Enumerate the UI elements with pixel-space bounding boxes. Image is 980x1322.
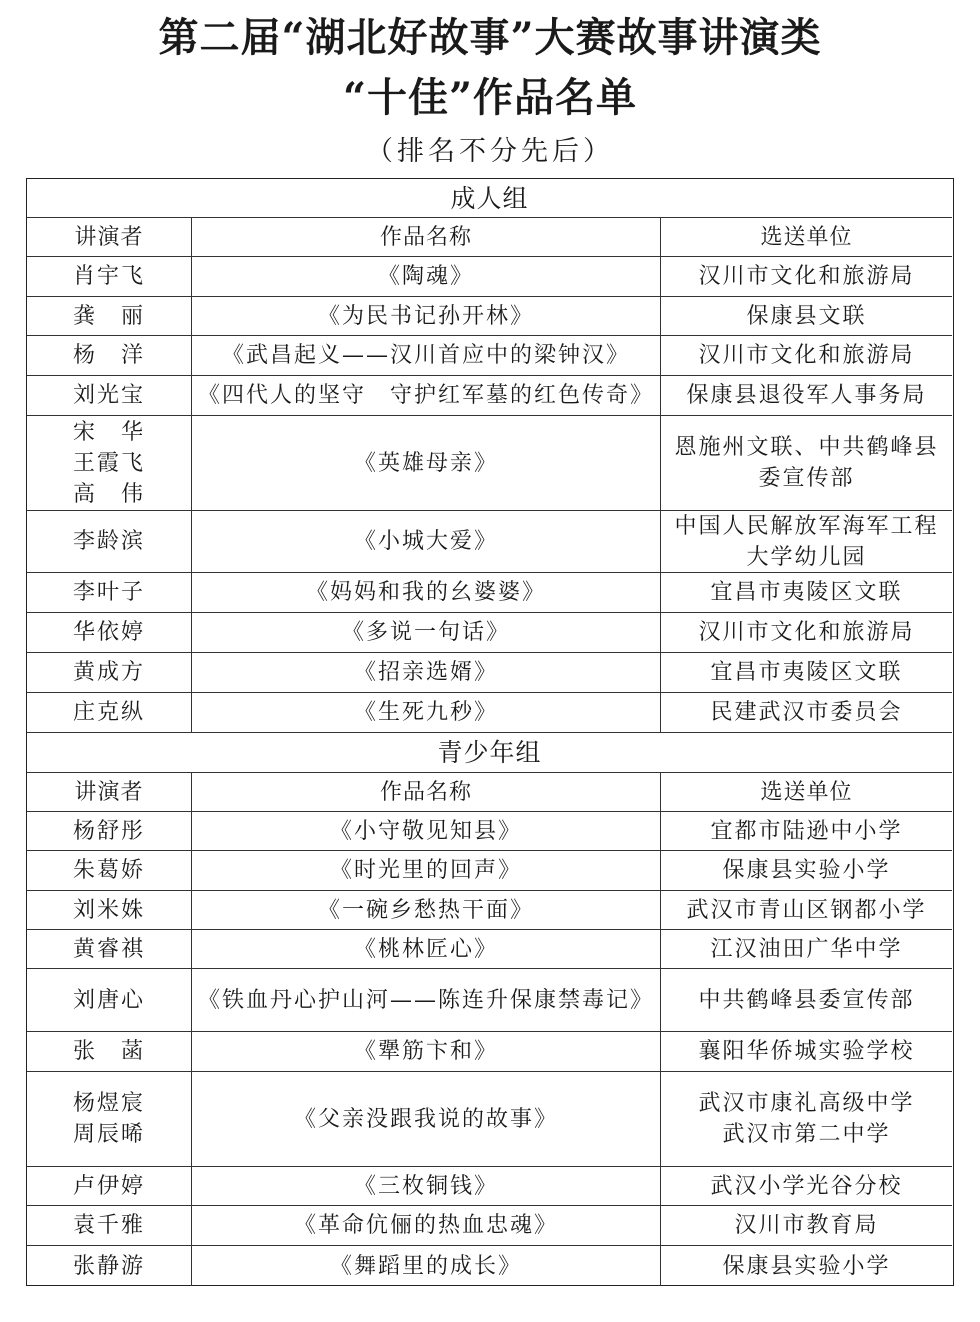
performer-cell-text: 高 伟 <box>72 481 145 507</box>
performer-cell <box>27 376 192 415</box>
performer-cell-text: 杨 洋 <box>72 343 145 368</box>
unit-cell <box>661 812 952 850</box>
work-cell-text: 《小守敬见知县》 <box>329 818 522 844</box>
unit-cell-text: 委宣传部 <box>758 466 855 491</box>
performer-cell <box>27 1032 192 1071</box>
performer-cell <box>27 297 192 335</box>
performer-cell-text: 周辰晞 <box>72 1122 145 1147</box>
unit-cell <box>661 1167 952 1205</box>
work-cell-text: 《犟筋卞和》 <box>353 1039 498 1064</box>
performer-cell-text: 宋 华 <box>72 419 145 445</box>
performer-cell-text: 刘唐心 <box>72 987 145 1013</box>
table-row <box>27 930 952 969</box>
header-performer <box>27 218 192 256</box>
unit-cell-text: 保康县文联 <box>746 303 867 329</box>
work-cell <box>192 573 661 612</box>
unit-cell <box>661 1206 952 1245</box>
youth-group-heading-label <box>27 733 952 772</box>
performer-cell <box>27 969 192 1031</box>
unit-cell <box>661 653 952 692</box>
work-cell <box>192 812 661 850</box>
column-header-row <box>27 218 952 257</box>
unit-cell-text: 中国人民解放军海军工程 <box>674 513 939 539</box>
unit-cell <box>661 969 952 1031</box>
performer-cell-text: 李龄滨 <box>72 529 145 554</box>
work-cell <box>192 1072 661 1166</box>
table-row <box>27 969 952 1032</box>
header-work-text: 作品名称 <box>379 779 472 805</box>
work-cell <box>192 1167 661 1205</box>
header-unit <box>661 218 952 256</box>
table-row <box>27 511 952 573</box>
winners-table <box>26 178 954 1286</box>
performer-cell-text: 卢伊婷 <box>72 1173 145 1199</box>
table-row <box>27 257 952 297</box>
unit-cell <box>661 416 952 510</box>
performer-cell <box>27 653 192 692</box>
unit-cell-text: 宜昌市夷陵区文联 <box>710 580 903 605</box>
unit-cell <box>661 336 952 375</box>
performer-cell <box>27 812 192 850</box>
work-cell <box>192 1246 661 1286</box>
unit-cell-text: 保康县实验小学 <box>722 1253 891 1279</box>
work-cell-text: 《时光里的回声》 <box>329 858 522 883</box>
adult-group-heading <box>27 179 952 218</box>
work-cell-text: 《生死九秒》 <box>353 700 498 725</box>
work-cell-text: 《父亲没跟我说的故事》 <box>293 1106 558 1132</box>
work-cell <box>192 416 661 510</box>
unit-cell-text: 民建武汉市委员会 <box>710 700 903 725</box>
performer-cell-text: 刘米姝 <box>72 897 145 923</box>
unit-cell <box>661 511 952 572</box>
performer-cell <box>27 1246 192 1286</box>
youth-group-heading-label-text: 青少年组 <box>437 738 542 767</box>
table-row <box>27 573 952 613</box>
work-cell <box>192 376 661 415</box>
unit-cell <box>661 1072 952 1166</box>
table-row <box>27 1072 952 1167</box>
table-row <box>27 1246 952 1286</box>
work-cell-text: 《革命伉俪的热血忠魂》 <box>293 1213 558 1238</box>
work-cell <box>192 257 661 296</box>
unit-cell-text: 武汉市第二中学 <box>722 1122 891 1147</box>
table-row <box>27 613 952 653</box>
adult-group-heading-label-text: 成人组 <box>450 183 529 213</box>
performer-cell <box>27 1072 192 1166</box>
adult-group-heading-label <box>27 179 952 217</box>
table-row <box>27 891 952 930</box>
unit-cell-text: 武汉市青山区钢都小学 <box>686 897 927 923</box>
performer-cell-text: 庄克纵 <box>72 700 145 725</box>
work-cell <box>192 613 661 652</box>
performer-cell-text: 朱葛娇 <box>72 858 145 883</box>
unit-cell <box>661 257 952 296</box>
performer-cell <box>27 257 192 296</box>
unit-cell-text: 武汉市康礼高级中学 <box>698 1091 915 1116</box>
performer-cell <box>27 891 192 929</box>
unit-cell-text: 大学幼儿园 <box>746 544 867 570</box>
performer-cell <box>27 851 192 890</box>
work-cell-text: 《武昌起义——汉川首应中的梁钟汉》 <box>221 343 630 368</box>
performer-cell-text: 王霞飞 <box>72 450 145 476</box>
performer-cell <box>27 336 192 375</box>
unit-cell <box>661 930 952 968</box>
unit-cell-text: 汉川市文化和旅游局 <box>698 264 915 289</box>
header-work-text: 作品名称 <box>379 224 472 250</box>
work-cell <box>192 693 661 732</box>
work-cell-text: 《四代人的坚守 守护红军墓的红色传奇》 <box>197 383 654 408</box>
unit-cell <box>661 891 952 929</box>
work-cell-text: 《为民书记孙开林》 <box>317 303 534 329</box>
work-cell-text: 《三枚铜钱》 <box>353 1173 498 1199</box>
work-cell-text: 《招亲选婿》 <box>353 660 498 685</box>
work-cell <box>192 1206 661 1245</box>
work-cell-text: 《小城大爱》 <box>353 529 498 554</box>
unit-cell <box>661 1246 952 1286</box>
unit-cell <box>661 376 952 415</box>
header-unit <box>661 773 952 811</box>
unit-cell-text: 江汉油田广华中学 <box>710 936 903 962</box>
work-cell <box>192 1032 661 1071</box>
work-cell-text: 《陶魂》 <box>377 264 474 289</box>
work-cell-text: 《舞蹈里的成长》 <box>329 1253 522 1279</box>
work-cell <box>192 930 661 968</box>
header-unit-text: 选送单位 <box>760 779 853 805</box>
performer-cell-text: 杨舒彤 <box>72 818 145 844</box>
performer-cell-text: 杨煜宸 <box>72 1091 145 1116</box>
performer-cell <box>27 416 192 510</box>
unit-cell-text: 宜都市陆逊中小学 <box>710 818 903 844</box>
table-row <box>27 1206 952 1246</box>
table-row <box>27 1167 952 1206</box>
unit-cell <box>661 693 952 732</box>
performer-cell-text: 肖宇飞 <box>72 264 145 289</box>
column-header-row <box>27 773 952 812</box>
table-row <box>27 1032 952 1072</box>
header-performer-text: 讲演者 <box>74 779 144 805</box>
unit-cell-text: 汉川市文化和旅游局 <box>698 620 915 645</box>
unit-cell-text: 汉川市文化和旅游局 <box>698 343 915 368</box>
table-row <box>27 336 952 376</box>
work-cell <box>192 297 661 335</box>
unit-cell-text: 襄阳华侨城实验学校 <box>698 1039 915 1064</box>
unit-cell-text: 中共鹤峰县委宣传部 <box>698 987 915 1013</box>
table-row <box>27 851 952 891</box>
performer-cell <box>27 1167 192 1205</box>
header-work <box>192 218 661 256</box>
unit-cell-text: 保康县实验小学 <box>722 858 891 883</box>
unit-cell-text: 恩施州文联、中共鹤峰县 <box>674 435 939 460</box>
work-cell <box>192 851 661 890</box>
header-work <box>192 773 661 811</box>
work-cell-text: 《多说一句话》 <box>341 620 510 645</box>
performer-cell-text: 龚 丽 <box>72 303 145 329</box>
youth-group-heading <box>27 733 952 773</box>
unit-cell <box>661 1032 952 1071</box>
page-title-line2: “十佳”作品名单 <box>342 74 637 121</box>
performer-cell <box>27 693 192 732</box>
unit-cell-text: 宜昌市夷陵区文联 <box>710 660 903 685</box>
work-cell-text: 《妈妈和我的幺婆婆》 <box>305 580 546 605</box>
table-row <box>27 297 952 336</box>
work-cell <box>192 969 661 1031</box>
performer-cell <box>27 613 192 652</box>
unit-cell <box>661 573 952 612</box>
unit-cell-text: 保康县退役军人事务局 <box>686 383 927 408</box>
performer-cell-text: 华依婷 <box>72 620 145 645</box>
table-row <box>27 376 952 416</box>
table-row <box>27 693 952 733</box>
unit-cell <box>661 297 952 335</box>
performer-cell <box>27 930 192 968</box>
work-cell <box>192 653 661 692</box>
subtitle: （排名不分先后） <box>366 136 614 167</box>
table-row <box>27 653 952 693</box>
work-cell <box>192 511 661 572</box>
work-cell-text: 《铁血丹心护山河——陈连升保康禁毒记》 <box>197 987 654 1013</box>
performer-cell-text: 张静游 <box>72 1253 145 1279</box>
unit-cell-text: 汉川市教育局 <box>734 1213 879 1238</box>
performer-cell <box>27 573 192 612</box>
page-title: 第二届“湖北好故事”大赛故事讲演类 <box>158 14 822 61</box>
performer-cell-text: 张 菡 <box>72 1039 145 1064</box>
header-performer-text: 讲演者 <box>74 224 144 250</box>
work-cell-text: 《桃林匠心》 <box>353 936 498 962</box>
performer-cell-text: 黄睿祺 <box>72 936 145 962</box>
work-cell <box>192 891 661 929</box>
unit-cell-text: 武汉小学光谷分校 <box>710 1173 903 1199</box>
work-cell-text: 《一碗乡愁热干面》 <box>317 897 534 923</box>
work-cell <box>192 336 661 375</box>
work-cell-text: 《英雄母亲》 <box>353 450 498 476</box>
unit-cell <box>661 613 952 652</box>
header-unit-text: 选送单位 <box>760 224 853 250</box>
unit-cell <box>661 851 952 890</box>
performer-cell <box>27 1206 192 1245</box>
performer-cell-text: 袁千雅 <box>72 1213 145 1238</box>
header-performer <box>27 773 192 811</box>
table-row <box>27 416 952 511</box>
performer-cell-text: 李叶子 <box>72 580 145 605</box>
performer-cell <box>27 511 192 572</box>
performer-cell-text: 刘光宝 <box>72 383 145 408</box>
performer-cell-text: 黄成方 <box>72 660 145 685</box>
table-row <box>27 812 952 851</box>
